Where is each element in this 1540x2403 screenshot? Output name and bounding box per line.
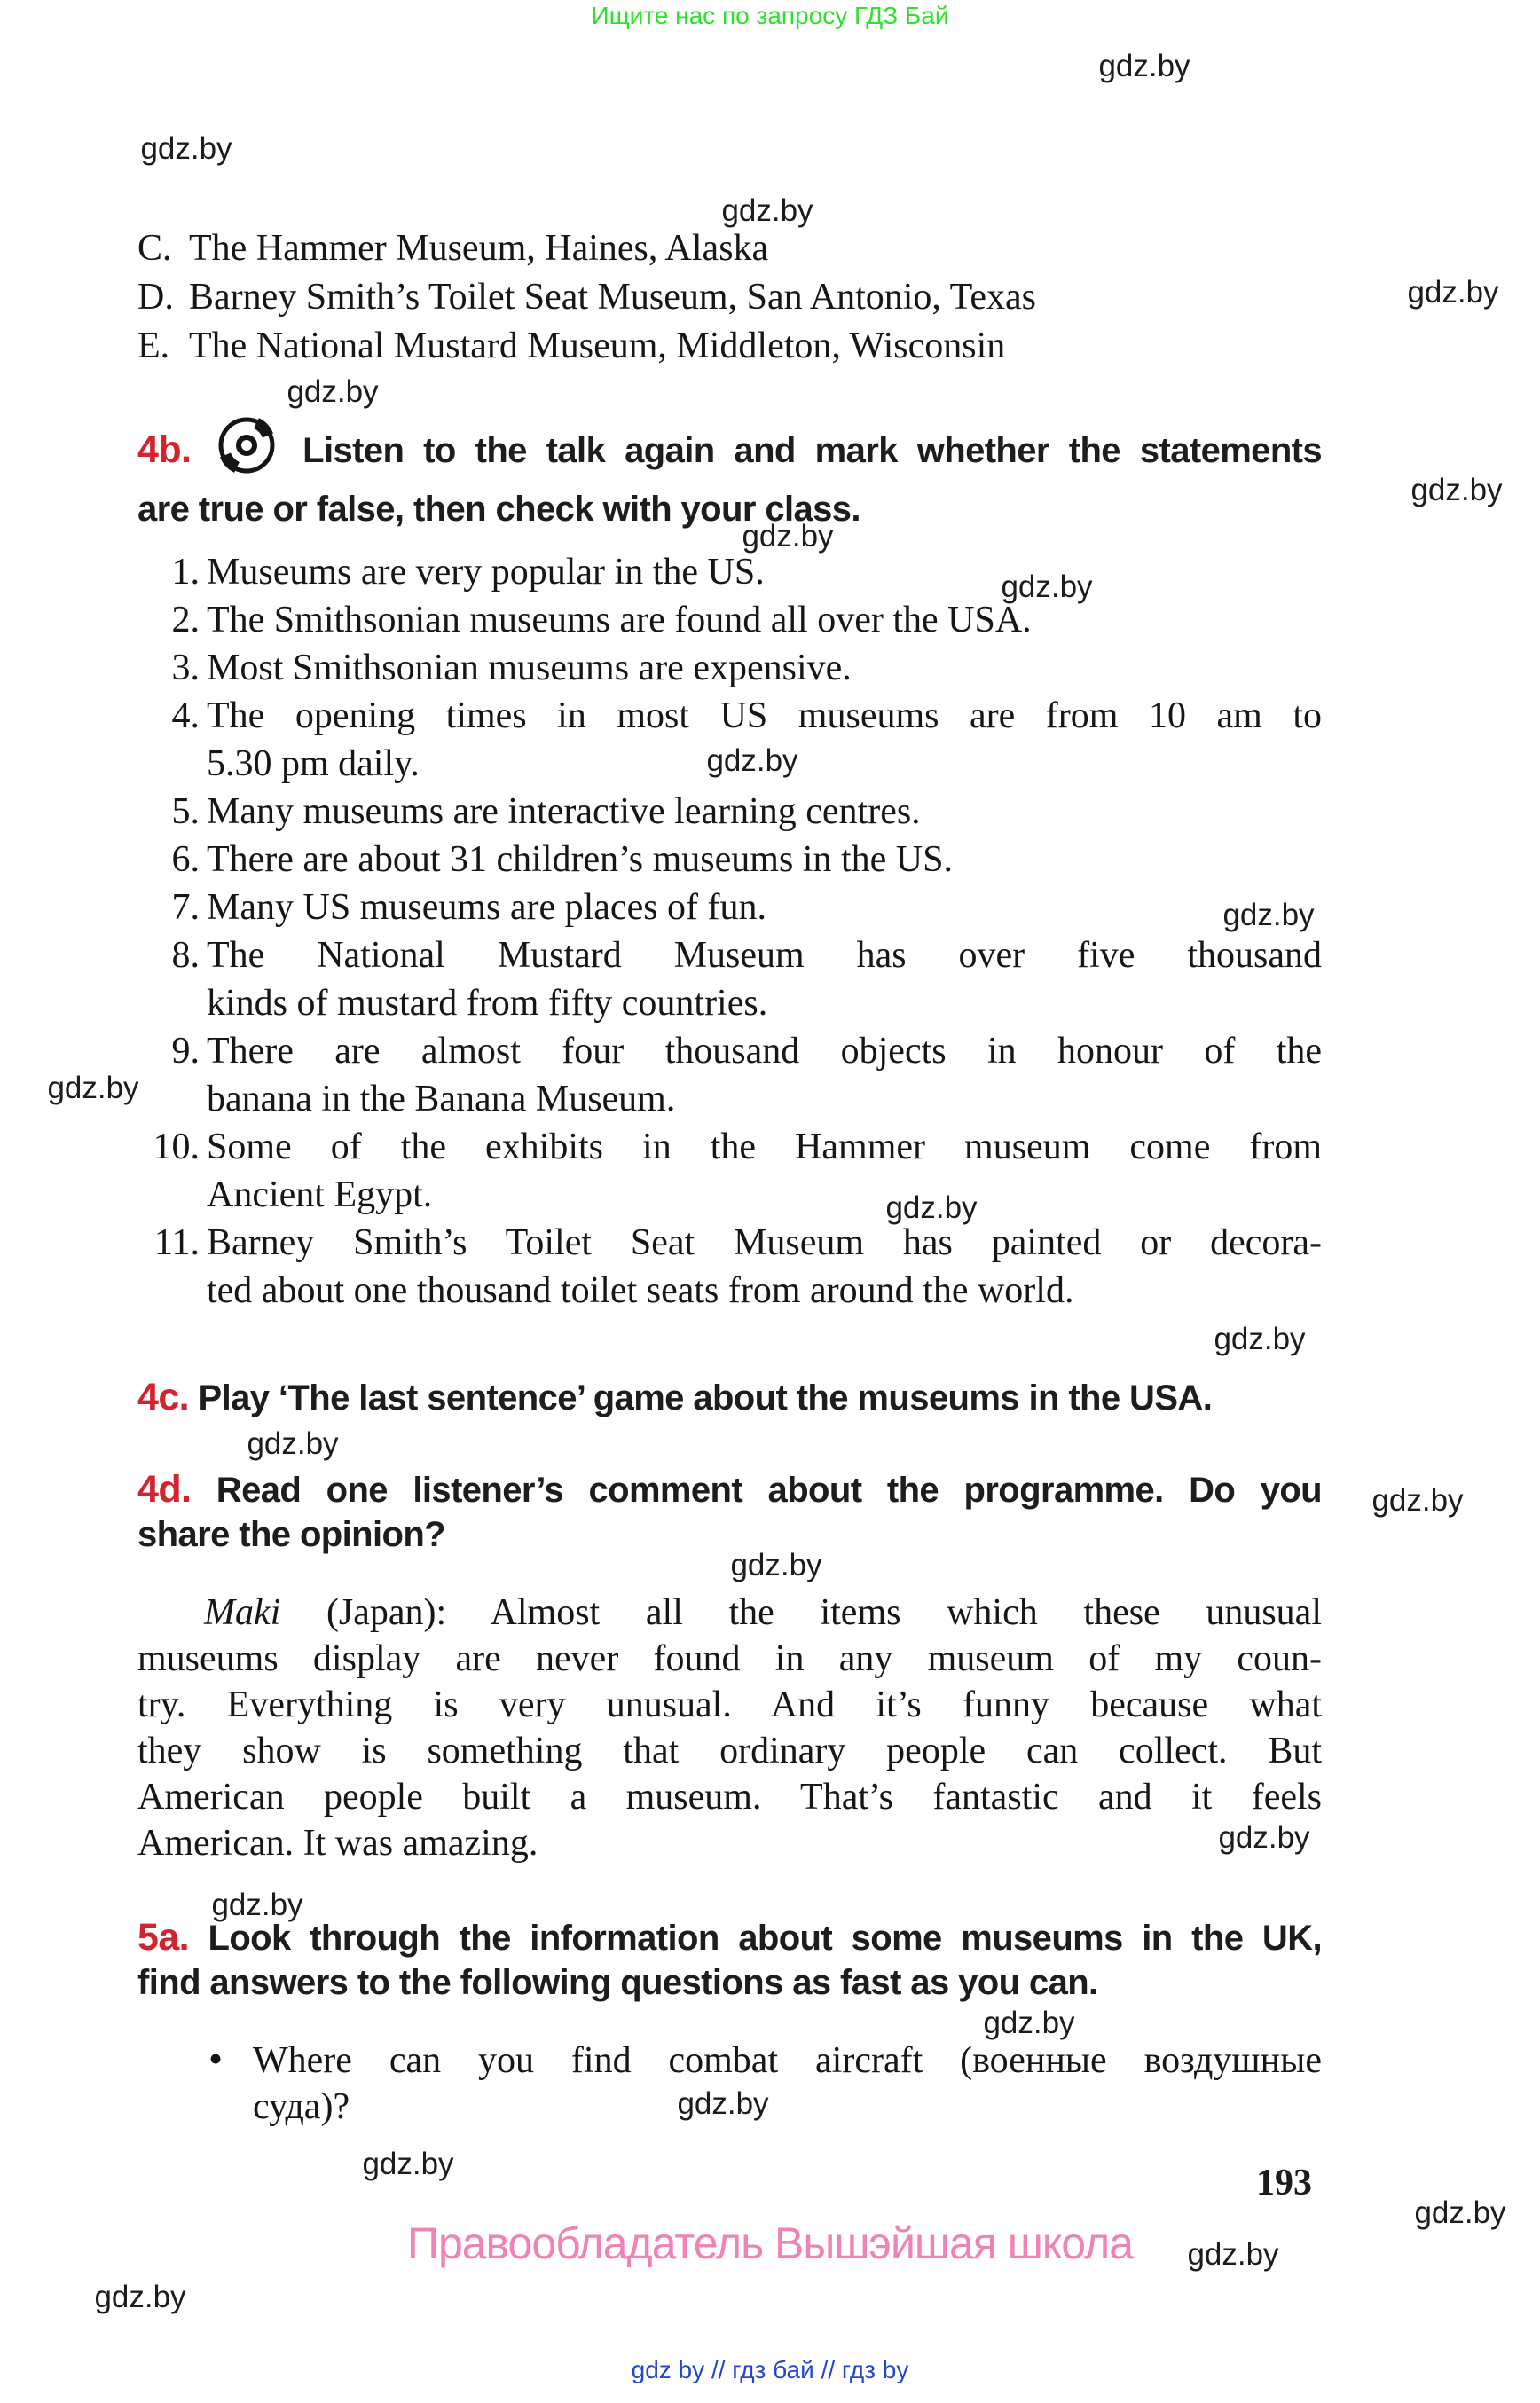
statement-text-line: Ancient Egypt. <box>207 1174 433 1215</box>
gdz-watermark: gdz.by <box>1414 2195 1506 2230</box>
gdz-watermark: gdz.by <box>1371 1483 1464 1518</box>
statement-text-line: The opening times in most US museums are from 10 am to <box>207 695 1322 736</box>
comment-line2: museums display are never found in any museum of my coun- <box>138 1638 1322 1679</box>
gdz-watermark: gdz.by <box>677 2086 769 2121</box>
copyright-line: Правообладатель Вышэйшая школа <box>407 2218 1133 2268</box>
statement-item <box>138 1027 1322 1123</box>
statement-number: 11. <box>154 1222 200 1263</box>
gdz-watermark: gdz.by <box>287 374 379 409</box>
gdz-watermark: gdz.by <box>706 743 798 778</box>
statement-text-line: Many US museums are places of fun. <box>207 887 767 928</box>
statement-text-line: Museums are very popular in the US. <box>207 552 765 593</box>
statement-number: 2. <box>171 600 200 640</box>
comment-line6: American. It was amazing. <box>138 1823 538 1864</box>
gdz-watermark: gdz.by <box>1407 275 1499 310</box>
question-line2: суда)? <box>253 2086 350 2127</box>
statement-text-line: kinds of mustard from fifty countries. <box>207 983 768 1024</box>
statement-number: 5. <box>171 791 200 832</box>
exercise-4d <box>138 1467 1322 1557</box>
statement-item <box>138 883 1322 931</box>
gdz-watermark: gdz.by <box>1098 49 1190 83</box>
statement-text-line: Some of the exhibits in the Hammer museum come from <box>207 1127 1322 1167</box>
gdz-watermark: gdz.by <box>1222 898 1315 932</box>
statement-item <box>138 788 1322 836</box>
statement-number: 7. <box>171 887 200 928</box>
gdz-watermark: gdz.by <box>742 519 834 554</box>
exercise-4d-label: 4d. <box>138 1468 192 1511</box>
comment-line4: they show is something that ordinary people can collect. But <box>138 1731 1322 1771</box>
answer-option: C. The Hammer Museum, Haines, Alaska <box>138 228 769 269</box>
comment-line5: American people built a museum. That’s fantastic and it feels <box>138 1777 1322 1818</box>
exercise-4d-text-line2: share the opinion? <box>138 1515 445 1554</box>
gdz-watermark: gdz.by <box>885 1190 978 1225</box>
statement-number: 6. <box>171 839 200 880</box>
statement-text-line: banana in the Banana Museum. <box>207 1079 676 1119</box>
listener-comment <box>138 1590 1322 1866</box>
statement-text-line: Many museums are interactive learning centres. <box>207 791 921 832</box>
page-number: 193 <box>1256 2163 1312 2203</box>
statement-number: 3. <box>171 648 200 688</box>
commenter-name: Maki <box>204 1592 281 1633</box>
statement-text-line: Most Smithsonian museums are expensive. <box>207 648 852 688</box>
exercise-5a-text-line1: Look through the information about some museums in the UK, <box>208 1919 1322 1958</box>
exercise-4c <box>138 1375 1322 1420</box>
gdz-watermark: gdz.by <box>1410 473 1503 507</box>
statement-number: 4. <box>171 695 200 736</box>
statement-item <box>138 836 1322 883</box>
gdz-watermark: gdz.by <box>1001 569 1093 604</box>
statement-text-line: 5.30 pm daily. <box>207 743 420 784</box>
statement-text-line: Barney Smith’s Toilet Seat Museum has painted or decora- <box>207 1222 1322 1263</box>
statement-text-line: The Smithsonian museums are found all over the USA. <box>207 600 1032 640</box>
gdz-watermark: gdz.by <box>1187 2237 1279 2272</box>
comment-line3: try. Everything is very unusual. And it’s funny because what <box>138 1684 1322 1725</box>
cd-icon <box>216 414 278 487</box>
question-line1: Where can you find combat aircraft (военные воздушные <box>253 2040 1322 2081</box>
gdz-watermark: gdz.by <box>983 2006 1075 2040</box>
question-item <box>138 2038 1322 2130</box>
statements-list <box>138 548 1322 1315</box>
gdz-watermark: gdz.by <box>730 1548 822 1582</box>
statement-item <box>138 644 1322 692</box>
statement-text-line: There are almost four thousand objects in honour of the <box>207 1031 1322 1072</box>
exercise-4b-text-line1: Listen to the talk again and mark whether the statements <box>302 431 1323 470</box>
gdz-watermark: gdz.by <box>721 193 813 228</box>
exercise-4b-label: 4b. <box>138 428 192 471</box>
answer-option: E. The National Mustard Museum, Middleton, Wisconsin <box>138 326 1006 366</box>
bullet-icon: • <box>208 2036 224 2081</box>
statement-item <box>138 692 1322 788</box>
statement-item <box>138 596 1322 644</box>
statement-text-line: ted about one thousand toilet seats from around the world. <box>207 1270 1074 1311</box>
exercise-4b <box>138 414 1322 531</box>
gdz-watermark: gdz.by <box>1214 1322 1306 1356</box>
statement-number: 1. <box>171 552 200 593</box>
statement-item <box>138 1219 1322 1315</box>
footer-links[interactable]: gdz by // гдз бай // гдз by <box>631 2356 909 2383</box>
answer-option: D. Barney Smith’s Toilet Seat Museum, San Antonio, Texas <box>138 277 1037 318</box>
statement-item <box>138 548 1322 596</box>
statement-item <box>138 931 1322 1027</box>
exercise-4c-label: 4c. <box>138 1376 189 1418</box>
gdz-watermark: gdz.by <box>1218 1820 1310 1855</box>
comment-line1: (Japan): Almost all the items which these unusual <box>280 1592 1322 1633</box>
gdz-watermark: gdz.by <box>247 1426 339 1461</box>
top-promo-note: Ищите нас по запросу ГДЗ Бай <box>591 2 949 29</box>
exercise-5a-text-line2: find answers to the following questions as fast as you can. <box>138 1963 1098 2002</box>
gdz-watermark: gdz.by <box>94 2280 186 2314</box>
statement-text-line: The National Mustard Museum has over five thousand <box>207 935 1322 976</box>
statement-item <box>138 1123 1322 1219</box>
exercise-5a <box>138 1915 1322 2005</box>
gdz-watermark: gdz.by <box>211 1888 303 1922</box>
statement-number: 9. <box>171 1031 200 1072</box>
gdz-watermark: gdz.by <box>47 1071 139 1105</box>
statement-text-line: There are about 31 children’s museums in the US. <box>207 839 953 880</box>
statement-number: 10. <box>153 1127 200 1167</box>
gdz-watermark: gdz.by <box>140 131 232 166</box>
exercise-4b-text-line2: are true or false, then check with your class. <box>138 490 860 529</box>
answer-options-list <box>138 224 1322 371</box>
exercise-5a-label: 5a. <box>138 1916 189 1959</box>
exercise-4c-text: Play ‘The last sentence’ game about the museums in the USA. <box>198 1378 1213 1417</box>
exercise-4d-text-line1: Read one listener’s comment about the programme. Do you <box>216 1471 1323 1510</box>
statement-number: 8. <box>171 935 200 976</box>
gdz-watermark: gdz.by <box>362 2147 454 2181</box>
